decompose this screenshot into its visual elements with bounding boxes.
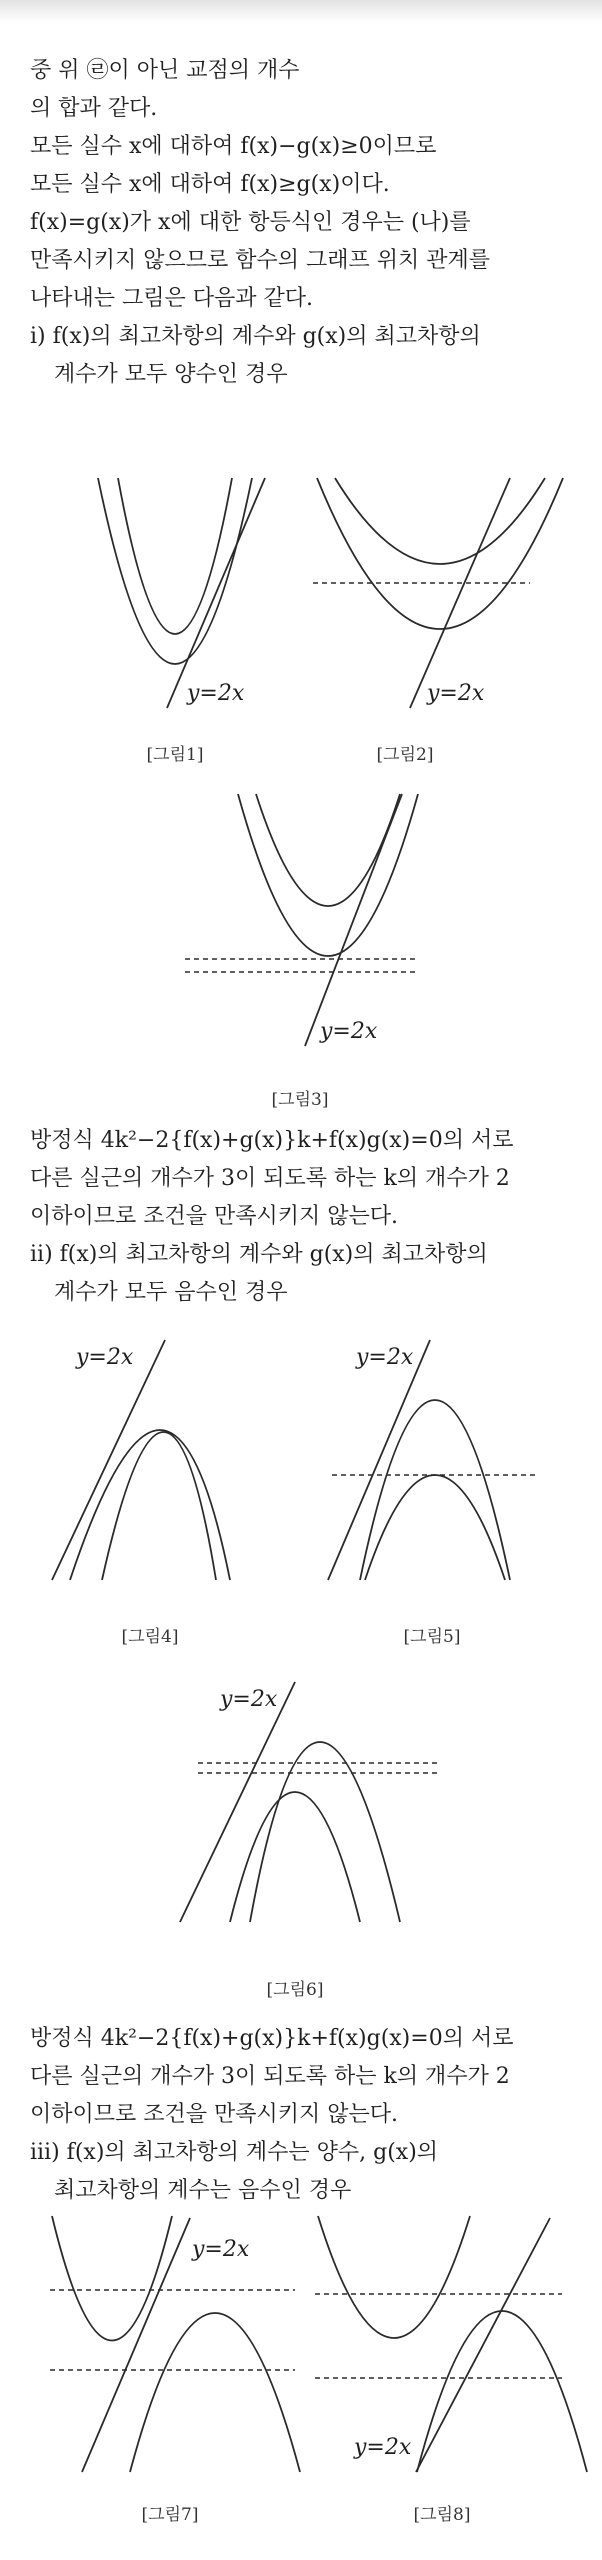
text-line: 방정식 4k²−2{f(x)+g(x)}k+f(x)g(x)=0의 서로	[30, 1128, 514, 1153]
line-label: y=2x	[356, 1345, 414, 1370]
figure-2	[305, 470, 535, 710]
parabola-curve	[317, 478, 563, 629]
text-line: ⅲ) f(x)의 최고차항의 계수는 양수, g(x)의	[30, 2140, 439, 2165]
tangent-line	[52, 1340, 165, 1580]
text-line: 다른 실근의 개수가 3이 되도록 하는 k의 개수가 2	[30, 1166, 510, 1191]
parabola-curve	[98, 478, 252, 664]
tangent-line	[82, 2218, 190, 2472]
parabola-curve	[256, 794, 400, 906]
caption: [그림3]	[271, 1090, 329, 1110]
tangent-line	[410, 478, 510, 708]
figure-6	[170, 1672, 450, 1932]
figure-7	[30, 2210, 305, 2480]
parabola-curve	[335, 478, 545, 564]
line-label: y=2x	[187, 681, 245, 706]
line-label: y=2x	[192, 2237, 250, 2262]
tangent-line	[305, 794, 402, 1046]
paragraph-case-2-result	[30, 2020, 582, 2210]
line-label: y=2x	[320, 1019, 378, 1044]
text-line: 계수가 모두 음수인 경우	[54, 1280, 288, 1305]
caption: [그림2]	[376, 745, 434, 765]
caption: [그림7]	[141, 2505, 199, 2525]
text-line: 모든 실수 x에 대하여 f(x)≥g(x)이다.	[30, 172, 390, 197]
line-label: y=2x	[427, 681, 485, 706]
caption: [그림4]	[121, 1627, 179, 1647]
tangent-line	[416, 2218, 550, 2472]
parabola-curve	[360, 1400, 510, 1580]
parabola-curve	[70, 1430, 230, 1580]
caption: [그림1]	[146, 745, 204, 765]
figure-8	[312, 2210, 582, 2480]
line-label: y=2x	[76, 1345, 134, 1370]
figure-4	[40, 1330, 270, 1590]
text-line: 이하이므로 조건을 만족시키지 않는다.	[30, 2102, 399, 2127]
text-line: ⅰ) f(x)의 최고차항의 계수와 g(x)의 최고차항의	[30, 324, 481, 349]
figure-5	[320, 1330, 550, 1590]
text-line: 나타내는 그림은 다음과 같다.	[30, 286, 313, 311]
parabola-curve	[230, 1792, 360, 1922]
text-line: 의 합과 같다.	[30, 96, 158, 121]
caption: [그림6]	[266, 1980, 324, 2000]
parabola-curve	[52, 2216, 172, 2341]
parabola-curve	[102, 1432, 216, 1580]
parabola-curve	[318, 2216, 470, 2338]
figure-1	[95, 470, 295, 710]
text-line: 만족시키지 않으므로 함수의 그래프 위치 관계를	[30, 248, 491, 273]
text-line: 방정식 4k²−2{f(x)+g(x)}k+f(x)g(x)=0의 서로	[30, 2026, 514, 2051]
caption: [그림8]	[413, 2505, 471, 2525]
caption: [그림5]	[403, 1627, 461, 1647]
text-line: 이하이므로 조건을 만족시키지 않는다.	[30, 1204, 399, 1229]
text-line: f(x)=g(x)가 x에 대한 항등식인 경우는 (나)를	[30, 210, 471, 235]
text-line: ⅱ) f(x)의 최고차항의 계수와 g(x)의 최고차항의	[30, 1242, 488, 1267]
parabola-curve	[365, 1475, 505, 1580]
parabola-curve	[417, 2311, 587, 2472]
top-shadow-bar	[0, 0, 602, 22]
line-label: y=2x	[220, 1687, 278, 1712]
tangent-line	[167, 478, 265, 708]
line-label: y=2x	[354, 2435, 412, 2460]
paragraph-intro	[30, 52, 582, 394]
text-line: 다른 실근의 개수가 3이 되도록 하는 k의 개수가 2	[30, 2064, 510, 2089]
text-line: 최고차항의 계수는 음수인 경우	[54, 2178, 352, 2203]
text-line: 중 위 ㉣이 아닌 교점의 개수	[30, 58, 300, 83]
text-line: 계수가 모두 양수인 경우	[54, 362, 288, 387]
parabola-curve	[250, 1742, 400, 1922]
figure-3	[180, 788, 430, 1053]
parabola-curve	[130, 2313, 300, 2472]
text-line: 모든 실수 x에 대하여 f(x)−g(x)≥0이므로	[30, 134, 437, 159]
parabola-curve	[118, 478, 232, 634]
paragraph-case-1-result	[30, 1122, 582, 1312]
